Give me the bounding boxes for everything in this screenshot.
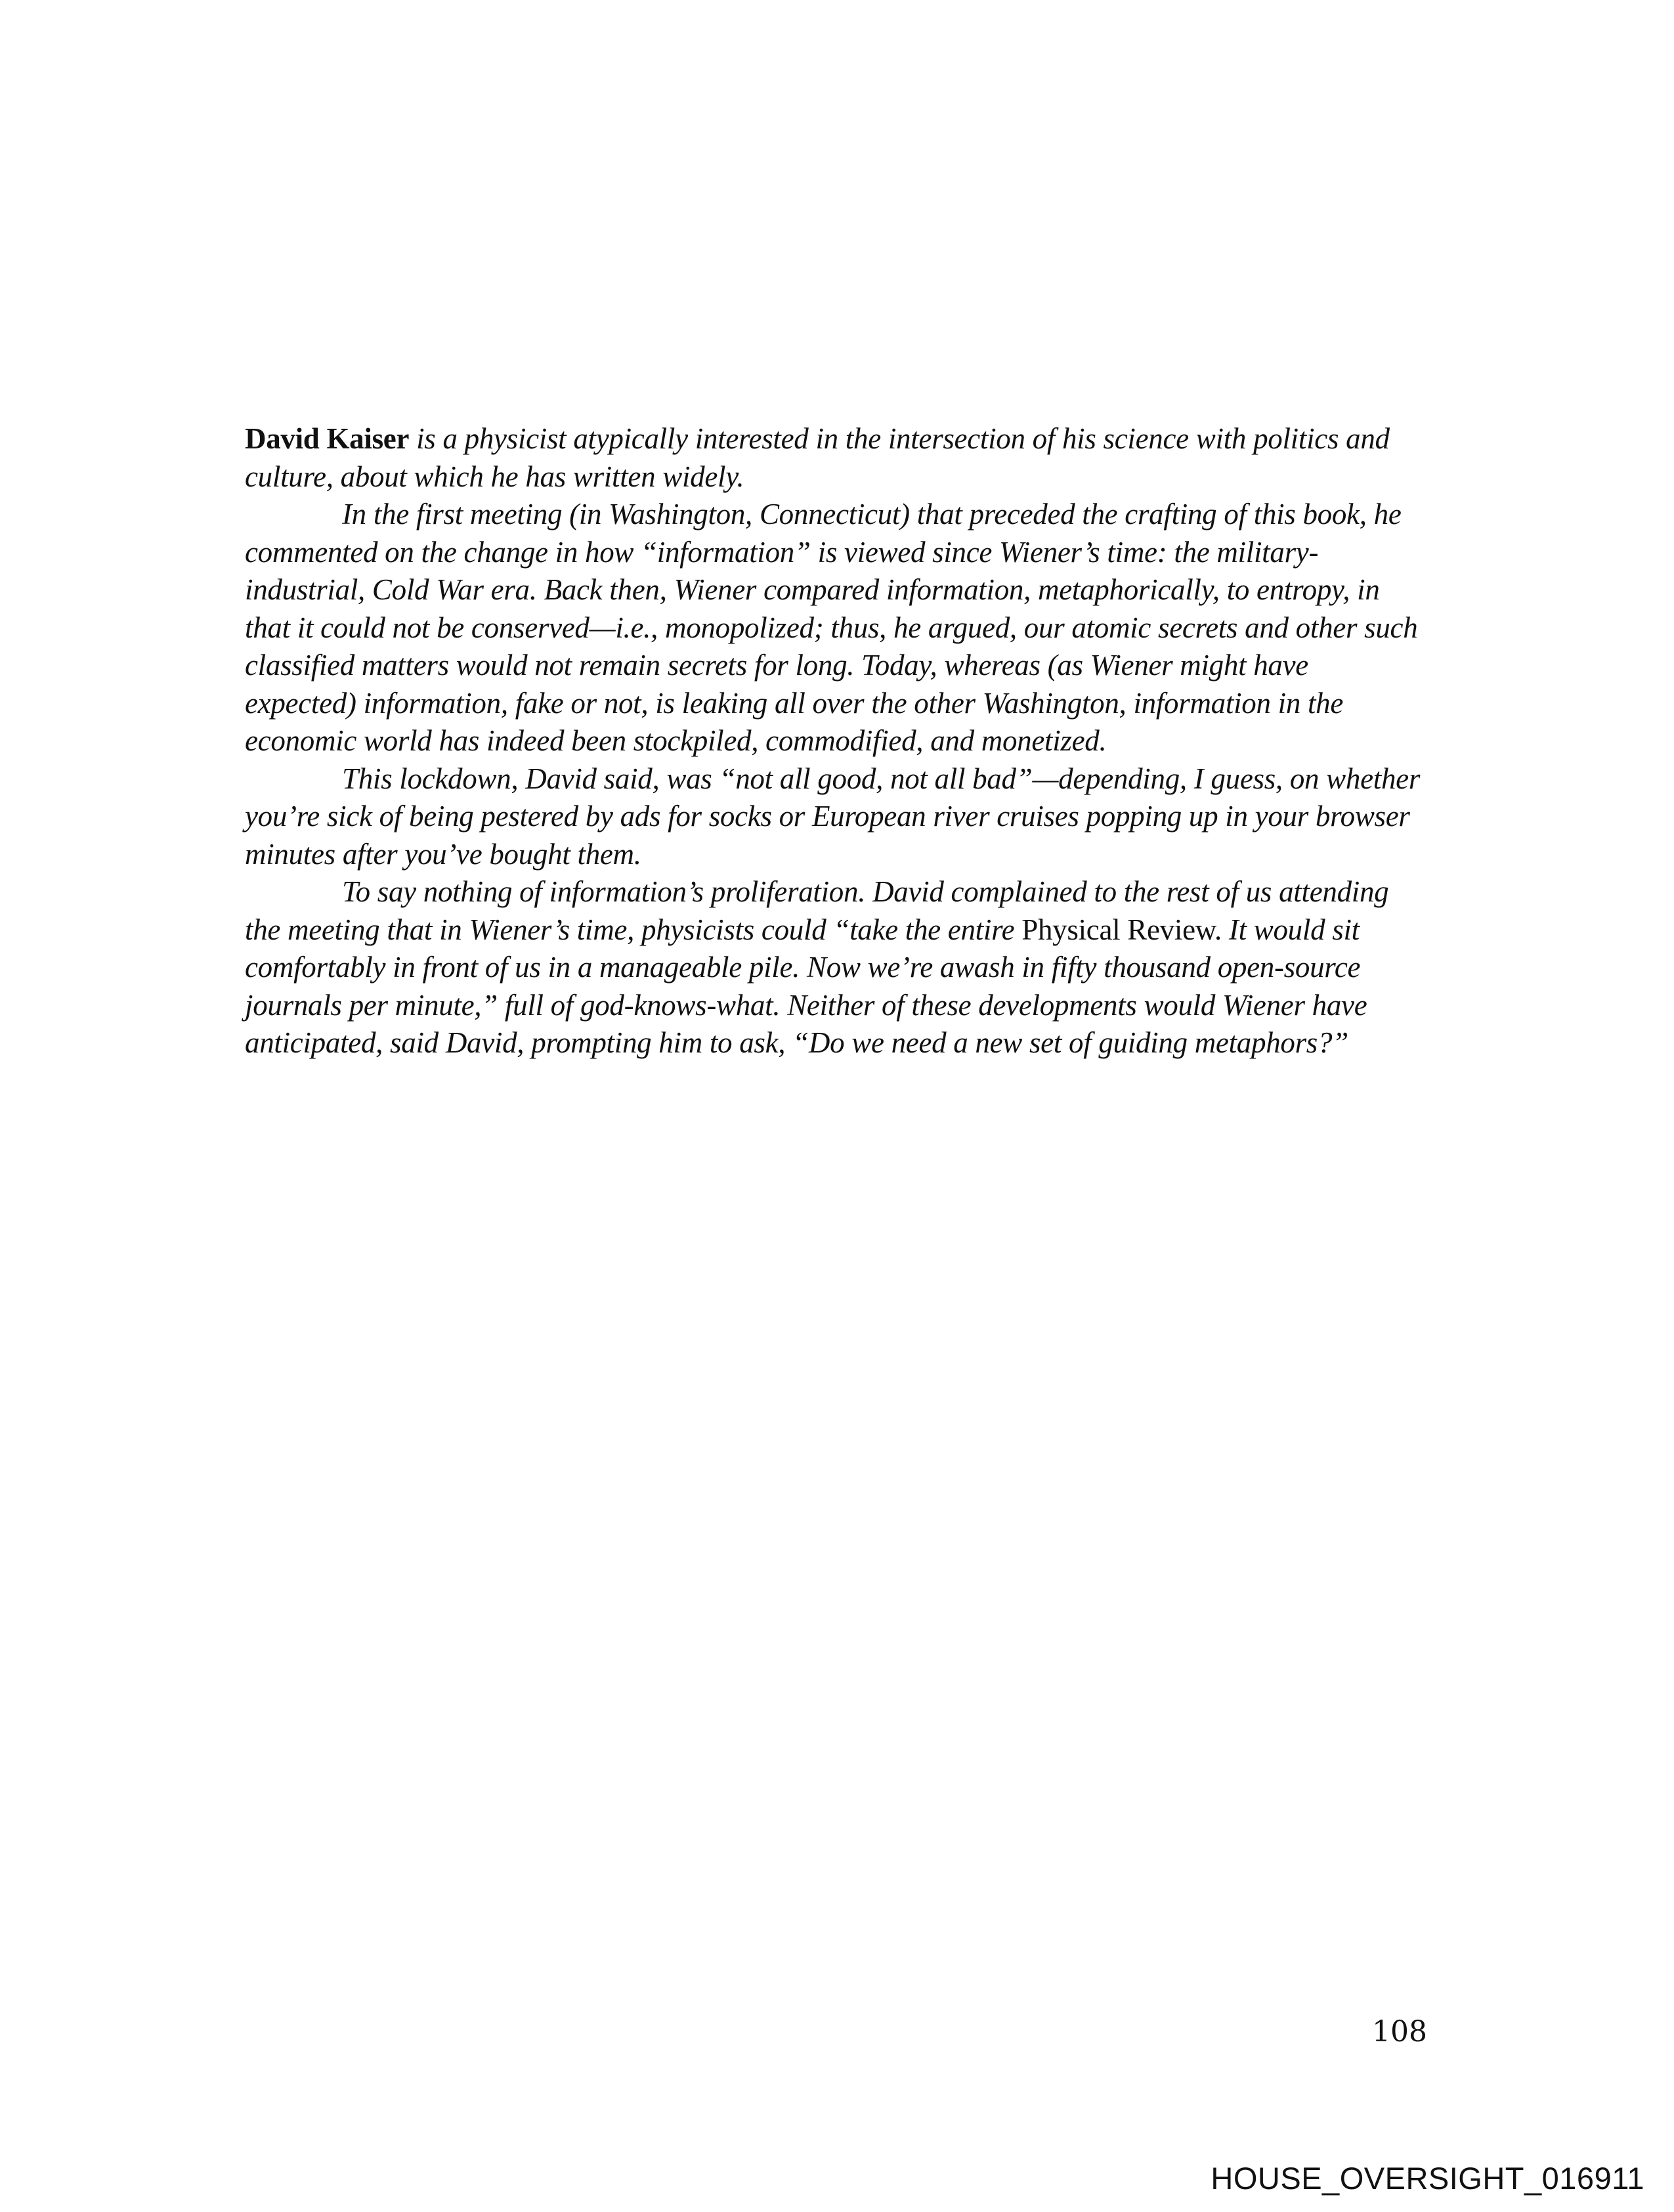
body-text: [245, 420, 1427, 1062]
bates-number: HOUSE_OVERSIGHT_016911: [1211, 2161, 1644, 2196]
proliferation-text-after: It would sit comfortably in front of us in a manageable pile. Now we’re awash in fifty thousand open-source journals per minute,” full of god-knows-what. Neither of these developments would Wiener have anticipated, said David, prompting him to ask, “Do we need a new set of guiding metaphors?”: [245, 913, 1367, 1059]
paragraph-intro: [245, 420, 1427, 496]
intro-text: is a physicist atypically interested in the intersection of his science with politics and culture, about which he has written widely.: [245, 422, 1390, 493]
person-name: David Kaiser: [245, 422, 410, 455]
first-meeting-text: In the first meeting (in Washington, Connecticut) that preceded the crafting of this book, he commented on the change in how “information” is viewed since Wiener’s time: the military-industrial, Cold War era. Back then, Wiener compared information, metaphorically, to entropy, in that it could not be conserved—i.e., monopolized; thus, he argued, our atomic secrets and other such classified matters would not remain secrets for long. Today, whereas (as Wiener might have expected) information, fake or not, is leaking all over the other Washington, information in the economic world has indeed been stockpiled, commodified, and monetized.: [245, 498, 1418, 757]
page-number: 108: [1372, 2015, 1427, 2049]
proliferation-text-before: To say nothing of information’s proliferation. David complained to the rest of us attending the meeting that in Wiener’s time, physicists could “take the entire: [245, 875, 1389, 946]
paragraph-first-meeting: [245, 496, 1427, 760]
journal-title: Physical Review.: [1021, 913, 1222, 946]
lockdown-text: This lockdown, David said, was “not all good, not all bad”—depending, I guess, on whether you’re sick of being pestered by ads for socks or European river cruises popping up in your browser minutes after you’ve bought them.: [245, 762, 1421, 871]
paragraph-proliferation: [245, 873, 1427, 1062]
paragraph-lockdown: [245, 760, 1427, 874]
